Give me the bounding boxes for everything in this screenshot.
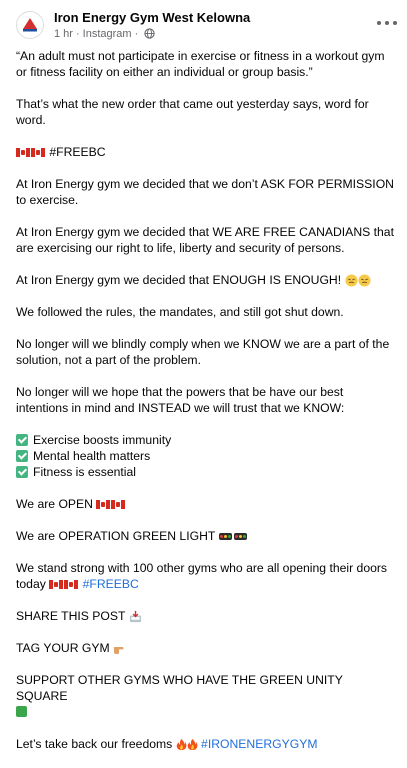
meta-separator: · [75, 28, 80, 40]
more-dot [393, 21, 397, 25]
stand-strong-text: We stand strong with 100 other gyms who are all opening their doors today [16, 561, 388, 591]
list-item-text: Mental health matters [33, 449, 151, 463]
fire-icon [176, 738, 187, 751]
green-light-line [16, 528, 396, 544]
enough-line [16, 272, 396, 288]
list-item [16, 448, 396, 464]
green-square-line [16, 704, 396, 720]
support-line: SUPPORT OTHER GYMS WHO HAVE THE GREEN UNITY SQUARE [16, 673, 343, 703]
share-text: SHARE THIS POST [16, 609, 126, 623]
list-item-text: Fitness is essential [33, 465, 136, 479]
green-light-text: We are OPERATION GREEN LIGHT [16, 529, 216, 543]
hashtag-ironenergygym-link[interactable]: #IRONENERGYGYM [201, 737, 318, 751]
green-square-icon [16, 706, 27, 717]
canada-flag-icon [64, 580, 78, 589]
post-paragraph: At Iron Energy gym we decided that WE ARE FREE CANADIANS that are exercising our right to life, liberty and security of persons. [16, 225, 394, 255]
canada-flag-icon [16, 148, 30, 157]
canada-flag-icon [49, 580, 63, 589]
post-header [16, 9, 399, 43]
list-item-text: Exercise boosts immunity [33, 433, 172, 447]
freedoms-line [16, 736, 396, 752]
post-paragraph: We followed the rules, the mandates, and still got shut down. [16, 305, 344, 319]
more-dots-icon [377, 21, 381, 25]
pointing-hand-icon [113, 643, 127, 655]
post-paragraph: That’s what the new order that came out yesterday says, word for word. [16, 97, 369, 127]
freedoms-text: Let’s take back our freedoms [16, 737, 173, 751]
post-body [16, 48, 396, 768]
tag-text: TAG YOUR GYM [16, 641, 110, 655]
globe-icon [144, 28, 155, 39]
inbox-tray-icon [129, 610, 142, 623]
more-options-button[interactable] [377, 15, 397, 31]
post-paragraph: No longer will we hope that the powers that be have our best intentions in mind and INSTEAD we will trust that we KNOW: [16, 385, 345, 415]
post-paragraph: No longer will we blindly comply when we KNOW we are a part of the solution, not a part of the problem. [16, 337, 390, 367]
share-line [16, 608, 396, 624]
freebc-text: #FREEBC [49, 145, 106, 159]
iron-energy-logo-icon [20, 15, 40, 35]
traffic-light-icon [234, 533, 247, 540]
hashtag-freebc-link[interactable]: #FREEBC [82, 577, 139, 591]
open-text: We are OPEN [16, 497, 93, 511]
open-line [16, 496, 396, 512]
fire-icon [187, 738, 198, 751]
check-mark-icon [16, 434, 28, 446]
post-paragraph: At Iron Energy gym we decided that we don’t ASK FOR PERMISSION to exercise. [16, 177, 394, 207]
canada-flag-icon [31, 148, 45, 157]
list-item [16, 432, 396, 448]
freebc-line [16, 144, 396, 160]
page-avatar[interactable] [16, 11, 44, 39]
post-meta [54, 27, 155, 41]
more-dot [385, 21, 389, 25]
post-paragraph: “An adult must not participate in exercise or fitness in a workout gym or fitness facility on either an individual or group basis.” [16, 49, 385, 79]
post-source: Instagram [82, 28, 132, 40]
check-mark-icon [16, 450, 28, 462]
page-name-link[interactable]: Iron Energy Gym West Kelowna [54, 10, 251, 25]
traffic-light-icon [219, 533, 232, 540]
huffing-face-icon [358, 274, 371, 287]
list-item [16, 464, 396, 480]
canada-flag-icon [111, 500, 125, 509]
huffing-face-icon [345, 274, 358, 287]
enough-text: At Iron Energy gym we decided that ENOUGH IS ENOUGH! [16, 273, 342, 287]
tag-line [16, 640, 396, 656]
stand-strong-line [16, 560, 396, 592]
meta-separator-2: · [134, 28, 139, 40]
post-time[interactable]: 1 hr [54, 28, 73, 40]
check-mark-icon [16, 466, 28, 478]
canada-flag-icon [96, 500, 110, 509]
